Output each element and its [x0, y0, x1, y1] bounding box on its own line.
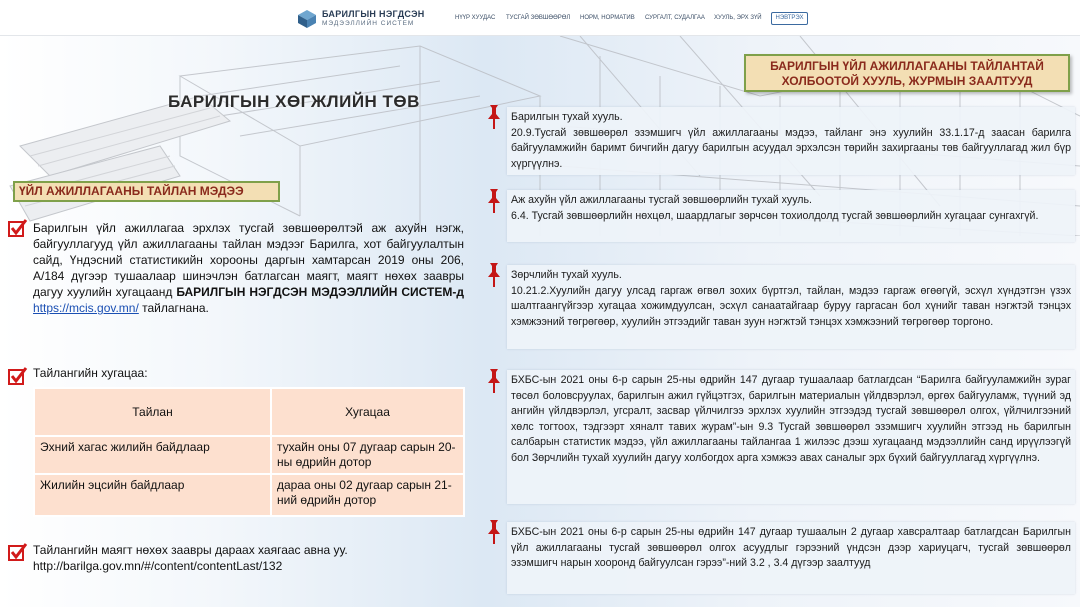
intro-end: тайлагнана. [138, 301, 209, 315]
table-row [34, 436, 464, 474]
law-box-violation [507, 265, 1075, 349]
instruction-line: Тайлангийн маягт нөхөх заавры дараах хаягаас авна уу. [33, 543, 348, 557]
checkmark-box-icon [8, 218, 28, 238]
law-box-body: БХБС-ын 2021 оны 6-р сарын 25-ны өдрийн 147 дугаар тушаалаар батлагдсан “Барилга байгууламжийн зураг төсөл боловсруулах, барилгын ажил гүйцэтгэх, барилгын материалын үйлдвэрлэл, өргөх байгууламж, түүний эд ангийн үйлдвэрлэл, угсралт, засвар үйлчилгээ эрхлэх хуулийн этгээдэд тусгай зөвшөөрөл олгох, үйлчилгээний хөлс тогтоох, тэдгээрт хяналт тавих журам”-ын 9.3 Тусгай зөвшөөрөл эзэмшигч хуулийн этгээд нь барилгын салбарын статистик мэдээ, үйл ажиллагааны тайлангаа 1 жилээс дээш хугацаанд мэдээллийн санд ирүүлээгүй бол Зөрчлийн тухай хуулийн дагуу холбогдох арга хэмжээ авах саналыг эрх бүхий байгууллагад хүргүүлнэ. [511, 374, 1071, 464]
hero-title: БАРИЛГЫН ХӨГЖЛИЙН ТӨВ [168, 92, 420, 111]
table-header-deadline: Хугацаа [271, 388, 464, 436]
table-header-report: Тайлан [34, 388, 271, 436]
pushpin-icon [486, 104, 502, 130]
pushpin-icon [486, 262, 502, 288]
checkmark-box-icon [8, 542, 28, 562]
law-box-business-permit [507, 190, 1075, 242]
law-box-order-147 [507, 370, 1075, 504]
intro-system-name: БАРИЛГЫН НЭГДСЭН МЭДЭЭЛЛИЙН СИСТЕМ [176, 285, 453, 299]
top-nav-bar [0, 0, 1080, 36]
law-box-title: Зөрчлийн тухай хууль. [511, 269, 622, 281]
laws-banner-line1: БАРИЛГЫН ҮЙЛ АЖИЛЛАГААНЫ ТАЙЛАНТАЙ [770, 59, 1044, 73]
pushpin-icon [486, 188, 502, 214]
nav-link-training[interactable]: СУРГАЛТ, СУДАЛГАА [645, 15, 705, 21]
instruction-text [33, 542, 453, 574]
login-button[interactable]: НЭВТРЭХ [771, 12, 808, 25]
pushpin-icon [486, 368, 502, 394]
nav-link-law[interactable]: ХУУЛЬ, ЭРХ ЗҮЙ [714, 15, 762, 21]
table-header-row [34, 388, 464, 436]
law-box-title: Аж ахуйн үйл ажиллагааны тусгай зөвшөөрлийн тухай хууль. [511, 194, 812, 206]
laws-banner-line2: ХОЛБООТОЙ ХУУЛЬ, ЖУРМЫН ЗААЛТУУД [781, 74, 1033, 88]
table-cell: тухайн оны 07 дугаар сарын 20-ны өдрийн дотор [271, 436, 464, 474]
table-cell: Эхний хагас жилийн байдлаар [34, 436, 271, 474]
deadline-table [33, 387, 465, 517]
mcis-link[interactable]: https://mcis.gov.mn/ [33, 301, 139, 315]
checkmark-box-icon [8, 366, 28, 386]
law-box-body: 10.21.2.Хуулийн дагуу улсад гаргаж өгвөл зохих бүртгэл, тайлан, мэдээ гаргаж өгөөгүй, эсхүл хүндэтгэн үзэх шалтгаангүйгээр хугацаа хожимдуулсан, эсхүл санаатайгаар буруу гаргасан бол хүнийг таван нэгжтэй тэнцэх хэмжээний төгрөгөөр, хуулийн этгээдийг таван зуун нэгжтэй тэнцэх хэмжээний төгрөгөөр торгоно. [511, 284, 1071, 328]
intro-paragraph [33, 220, 464, 316]
law-box-body: 6.4. Тусгай зөвшөөрлийн нөхцөл, шаардлагыг зөрчсөн тохиолдолд тусгай зөвшөөрлийн хугацааг сунгахгүй. [511, 209, 1039, 222]
report-banner: ҮЙЛ АЖИЛЛАГААНЫ ТАЙЛАН МЭДЭЭ [13, 181, 280, 202]
table-cell: Жилийн эцсийн байдлаар [34, 474, 271, 516]
law-box-body: БХБС-ын 2021 оны 6-р сарын 25-ны өдрийн 147 дугаар тушаалын 2 дугаар хавсралтаар батлагдсан Барилгын үйл ажиллагааны тусгай зөвшөөрөл олгох асуудлыг гэрээний үндсэн дээр хариуцагч, тусгай зөвшөөрөл эзэмшигч нарын хооронд байгуулсан гэрээ”-ний 3.2 , 3.4 дүгээр заалтууд [511, 526, 1071, 570]
law-box-title: Барилгын тухай хууль. [511, 111, 623, 123]
laws-banner [744, 54, 1070, 92]
table-row [34, 474, 464, 516]
table-cell: дараа оны 02 дугаар сарын 21-ний өдрийн дотор [271, 474, 464, 516]
pushpin-icon [486, 519, 502, 545]
nav-link-norms[interactable]: НОРМ, НОРМАТИВ [580, 15, 635, 21]
deadline-label: Тайлангийн хугацаа: [33, 366, 148, 380]
law-box-order-147-annex [507, 522, 1075, 594]
law-box-construction [507, 107, 1075, 175]
brand-title[interactable]: БАРИЛГЫН НЭГДСЭН [322, 9, 425, 19]
law-box-body: 20.9.Тусгай зөвшөөрөл эзэмшигч үйл ажиллагааны мэдээ, тайланг энэ хуулийн 33.1.17-д заасан барилга байгууламжийн баримт бичгийн дагуу барилгын асуудал эрхэлсэн төрийн захиргааны төв байгууллагад жил бүр хүргүүлнэ. [511, 126, 1071, 170]
instruction-url[interactable]: http://barilga.gov.mn/#/content/contentLast/132 [33, 559, 283, 573]
cube-logo-icon[interactable] [297, 9, 317, 29]
nav-link-special-permit[interactable]: ТУСГАЙ ЗӨВШӨӨРӨЛ [506, 15, 571, 21]
intro-text: Барилгын үйл ажиллагаа эрхлэх тусгай зөвшөөрөлтэй аж ахуйн нэгж, байгууллагууд үйл ажиллагааны тайлан мэдээг Барилга, хот байгуулалтын сайд, Үндэсний статистикийн хорооны даргын хамтарсан 2019 оны 206, А/184 дүгээр тушаалаар шинэчлэн батлагсан маягт, маягт нөхөх заавры дагуу хуулийн хугацаанд [33, 221, 464, 299]
nav-link-home[interactable]: НҮҮР ХУУДАС [455, 15, 496, 21]
intro-suffix: -д [452, 285, 464, 299]
brand-subtitle: МЭДЭЭЛЛИЙН СИСТЕМ [322, 20, 415, 27]
